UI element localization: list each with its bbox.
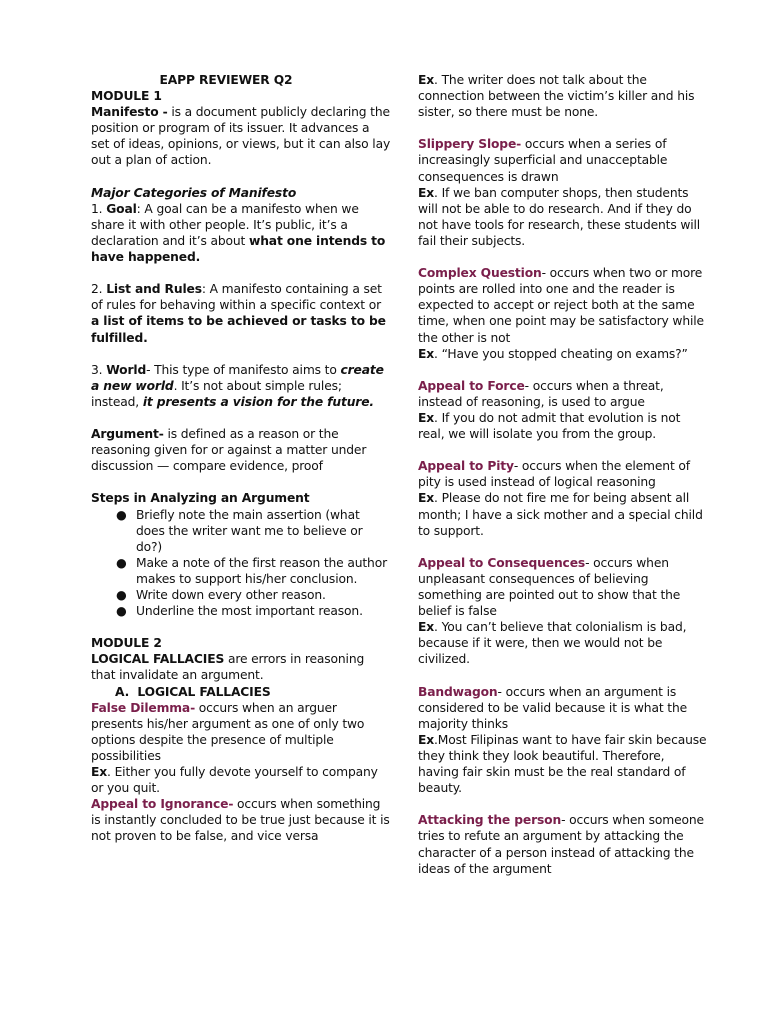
manifesto-term: Manifesto -: [91, 105, 168, 120]
appeal-to-pity-definition: Appeal to Pity- occurs when the element of pity is used instead of logical reasoning: [418, 459, 690, 490]
false-dilemma-example: Ex. Either you fully devote yourself to company or you quit.: [91, 765, 378, 796]
appeal-to-force-example: Ex. If you do not admit that evolution is not real, we will isolate you from the group.: [418, 410, 681, 442]
bullet-icon: ●: [116, 555, 127, 570]
right-column: [418, 72, 708, 877]
false-dilemma-definition: False Dilemma- occurs when an arguer presents his/her argument as one of only two options despite the presence of multiple possibilities: [91, 700, 365, 763]
steps-list: [91, 507, 391, 620]
complex-question-example: Ex. “Have you stopped cheating on exams?”: [418, 346, 688, 361]
module-1-heading: MODULE 1: [91, 89, 162, 104]
list-term: List and Rules: [106, 282, 202, 297]
goal-term: Goal: [106, 201, 137, 216]
manifesto-definition: Manifesto - is a document publicly declaring the position or program of its issuer. It advances a set of ideas, opinions, or views, but it can also lay out a plan of action.: [91, 105, 391, 168]
bullet-icon: ●: [116, 507, 127, 522]
complex-question-definition: Complex Question- occurs when two or more points are rolled into one and the reader is expected to accept or reject both at the same time, when one point may be satisfactory while the other is not: [418, 266, 704, 345]
appeal-to-pity-term: Appeal to Pity: [418, 459, 514, 474]
slippery-slope-example: Ex. If we ban computer shops, then students will not be able to do research. And if they do not have tools for research, these students will fail their subjects.: [418, 185, 701, 248]
subheading-logical-fallacies: A. LOGICAL FALLACIES: [115, 684, 271, 699]
left-column: [91, 72, 391, 845]
bullet-icon: ●: [116, 588, 127, 602]
world-term: World: [106, 362, 147, 377]
list-item: ● Make a note of the first reason the author makes to support his/her conclusion.: [116, 555, 387, 586]
logical-fallacies-definition: LOGICAL FALLACIES are errors in reasoning that invalidate an argument.: [91, 652, 365, 683]
attacking-the-person-definition: Attacking the person- occurs when someone tries to refute an argument by attacking the character of a person instead of attacking the ideas of the argument: [418, 813, 704, 876]
attacking-the-person-term: Attacking the person: [418, 813, 562, 828]
false-dilemma-term: False Dilemma-: [91, 700, 196, 715]
appeal-to-pity-example: Ex. Please do not fire me for being absent all month; I have a sick mother and a special child to support.: [418, 491, 703, 538]
bandwagon-term: Bandwagon: [418, 684, 498, 699]
appeal-to-ignorance-definition: Appeal to Ignorance- occurs when something is instantly concluded to be true just because it is not proven to be false, and vice versa: [91, 797, 390, 844]
complex-question-term: Complex Question: [418, 266, 542, 281]
appeal-to-consequences-term: Appeal to Consequences: [418, 555, 586, 570]
bandwagon-definition: Bandwagon- occurs when an argument is considered to be valid because it is what the majority thinks: [418, 684, 687, 731]
slippery-slope-term: Slippery Slope-: [418, 137, 522, 152]
category-world: 3. World- This type of manifesto aims to create a new world. It’s not about simple rules; instead, it presents a vision for the future.: [91, 362, 384, 409]
appeal-to-consequences-example: Ex. You can’t believe that colonialism is bad, because if it were, then we would not be civilized.: [418, 620, 687, 667]
appeal-to-ignorance-example: Ex. The writer does not talk about the connection between the victim’s killer and his sister, so there must be none.: [418, 73, 695, 120]
list-item: ● Underline the most important reason.: [116, 604, 363, 619]
steps-heading: Steps in Analyzing an Argument: [91, 491, 310, 506]
appeal-to-consequences-definition: Appeal to Consequences- occurs when unpleasant consequences of believing something are pointed out to show that the belief is false: [418, 555, 681, 619]
category-goal: 1. Goal: A goal can be a manifesto when we share it with other people. It’s public, it’s a declaration and it’s about what one intends to have happened.: [91, 201, 386, 265]
list-item: ● Briefly note the main assertion (what does the writer want me to believe or do?): [116, 507, 363, 554]
appeal-to-force-term: Appeal to Force: [418, 378, 525, 393]
module-2-heading: MODULE 2: [91, 636, 162, 651]
category-list-and-rules: 2. List and Rules: A manifesto containing a set of rules for behaving within a specific context or a list of items to be achieved or tasks to be fulfilled.: [91, 282, 386, 345]
appeal-to-force-definition: Appeal to Force- occurs when a threat, instead of reasoning, is used to argue: [418, 378, 664, 409]
categories-heading: Major Categories of Manifesto: [91, 185, 297, 200]
bandwagon-example: Ex.Most Filipinas want to have fair skin because they think they look beautiful. Therefore, having fair skin must be the real standard of beauty.: [418, 732, 707, 796]
document-title: EAPP REVIEWER Q2: [159, 73, 293, 87]
argument-definition: Argument- is defined as a reason or the reasoning given for or against a matter under discussion — compare evidence, proof: [91, 427, 367, 474]
bullet-icon: ●: [116, 604, 127, 619]
slippery-slope-definition: Slippery Slope- occurs when a series of increasingly superficial and unacceptable consequences is drawn: [418, 137, 668, 184]
list-item: ● Write down every other reason.: [116, 588, 326, 602]
appeal-to-ignorance-term: Appeal to Ignorance-: [91, 797, 234, 812]
argument-term: Argument-: [91, 427, 164, 442]
